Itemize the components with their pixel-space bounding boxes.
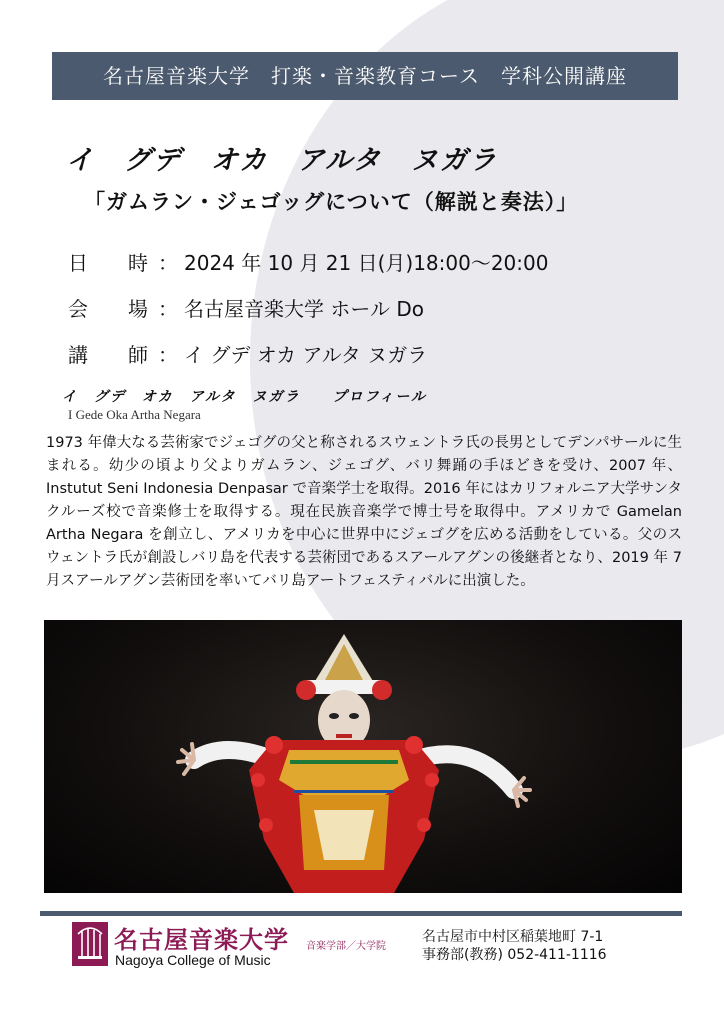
info-row-lecturer: [68, 330, 548, 376]
dancer-illustration-icon: [44, 620, 682, 893]
lecture-subtitle: 「ガムラン・ジェゴッグについて（解説と奏法）」: [84, 189, 579, 214]
college-logo-icon: [72, 922, 108, 966]
college-name-en: Nagoya College of Music: [115, 952, 271, 968]
college-name-jp: 名古屋音楽大学: [114, 926, 289, 954]
info-row-datetime: [68, 238, 548, 284]
info-label: 講 師: [68, 342, 158, 367]
profile-heading: イ グデ オカ アルタ ヌガラ プロフィール: [62, 389, 428, 405]
info-label: 会 場: [68, 296, 158, 321]
contact-block: [422, 928, 607, 964]
info-value: 2024 年 10 月 21 日(月)18:00～20:00: [184, 250, 549, 275]
info-value: イ グデ オカ アルタ ヌガラ: [184, 342, 428, 367]
info-separator: ：: [158, 250, 178, 275]
header-banner: 名古屋音楽大学 打楽・音楽教育コース 学科公開講座: [52, 52, 678, 100]
info-value: 名古屋音楽大学 ホール Do: [184, 296, 424, 321]
info-label: 日 時: [68, 250, 158, 275]
footer-divider: [40, 911, 682, 916]
profile-name-latin: I Gede Oka Artha Negara: [68, 407, 201, 422]
info-separator: ：: [158, 342, 178, 367]
profile-text: 1973 年偉大なる芸術家でジェゴグの父と称されるスウェントラ氏の長男としてデンパサールに生まれる。幼少の頃より父よりガムラン、ジェゴグ、バリ舞踊の手ほどきを受け、2007 年、Instutut Seni Indonesia Denpasar で音楽学士を取得。2016 年にはカリフォルニア大学サンタクルーズ校で音楽修士を取得する。現在民族音楽学で博士号を取得中。アメリカで Gamelan Artha Negara を創立し、アメリカを中心に世界中にジェゴグを広める活動をしている。父のスウェントラ氏が創設しバリ島を代表する芸術団であるスアールアグンの後継者となり、2019 年 7 月スアールアグン芸術団を率いてバリ島アートフェスティバルに出演した。: [46, 435, 682, 589]
address: 名古屋市中村区稲葉地町 7-1: [422, 929, 604, 945]
lecture-title: イ グデ オカ アルタ ヌガラ: [66, 145, 499, 176]
phone: 事務部(教務) 052-411-1116: [422, 947, 607, 963]
info-separator: ：: [158, 296, 178, 321]
event-info: [68, 238, 548, 376]
college-faculty: 音楽学部／大学院: [306, 941, 386, 952]
dancer-photo: [44, 620, 682, 893]
info-row-venue: [68, 284, 548, 330]
